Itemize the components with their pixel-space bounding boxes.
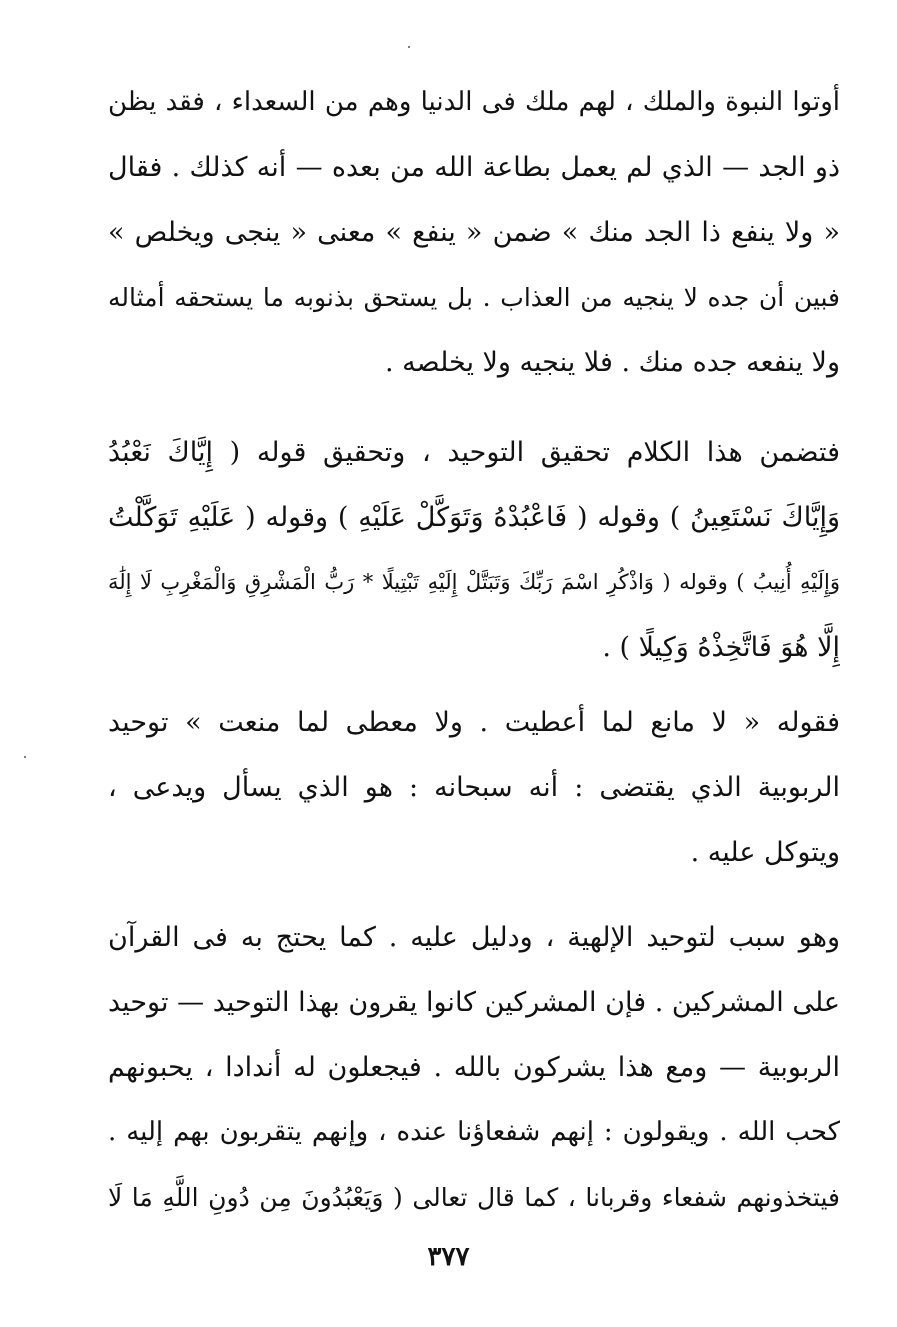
text-line: إِلَّا هُوَ فَاتَّخِذْهُ وَكِيلًا ) . — [602, 632, 840, 663]
text-line: أوتوا النبوة والملك ، لهم ملك فى الدنيا وهم من السعداء ، فقد يظن — [108, 87, 840, 117]
text-line: « ولا ينفع ذا الجد منك » ضمن « ينفع » معنى « ينجى ويخلص » — [108, 217, 840, 248]
text-line: فتضمن هذا الكلام تحقيق التوحيد ، وتحقيق قوله ( إِيَّاكَ نَعْبُدُ — [108, 437, 840, 468]
text-line: ذو الجد — الذي لم يعمل بطاعة الله من بعده — أنه كذلك . فقال — [108, 152, 840, 183]
text-line: وَإِلَيْهِ أُنِيبُ ) وقوله ( وَاذْكُرِ اسْمَ رَبِّكَ وَتَبَتَّلْ إِلَيْهِ تَبْتِيلًا * رَبُّ الْمَشْرِقِ وَالْمَغْرِبِ لَا إِلَٰهَ — [108, 570, 840, 594]
paragraph-1 — [108, 70, 840, 395]
scan-speck — [24, 756, 26, 758]
text-line: ولا ينفعه جده منك . فلا ينجيه ولا يخلصه . — [385, 347, 840, 378]
text-line: وَإِيَّاكَ نَسْتَعِينُ ) وقوله ( فَاعْبُدْهُ وَتَوَكَّلْ عَلَيْهِ ) وقوله ( عَلَيْهِ تَوَكَّلْتُ — [108, 502, 840, 533]
text-line: على المشركين . فإن المشركين كانوا يقرون بهذا التوحيد — توحيد — [108, 987, 840, 1018]
paragraph-3 — [108, 690, 840, 885]
text-line: كحب الله . ويقولون : إنهم شفعاؤنا عنده ، وإنهم يتقربون بهم إليه . — [108, 1117, 840, 1147]
page-number: ٣٧٧ — [427, 1242, 470, 1272]
text-line: فيتخذونهم شفعاء وقربانا ، كما قال تعالى ( وَيَعْبُدُونَ مِن دُونِ اللَّهِ مَا لَا — [108, 1183, 840, 1212]
text-line: الربوبية الذي يقتضى : أنه سبحانه : هو الذي يسأل ويدعى ، — [108, 772, 840, 803]
text-line: وهو سبب لتوحيد الإلهية ، ودليل عليه . كما يحتج به فى القرآن — [108, 922, 840, 953]
text-line: فبين أن جده لا ينجيه من العذاب . بل يستحق بذنوبه ما يستحقه أمثاله — [108, 283, 840, 312]
paragraph-4 — [108, 905, 840, 1230]
text-line: ويتوكل عليه . — [690, 837, 840, 868]
text-line: فقوله « لا مانع لما أعطيت . ولا معطى لما منعت » توحيد — [108, 707, 840, 738]
scan-speck — [408, 46, 410, 48]
text-line: الربوبية — ومع هذا يشركون بالله . فيجعلون له أندادا ، يحبونهم — [108, 1052, 840, 1083]
paragraph-2 — [108, 420, 840, 680]
